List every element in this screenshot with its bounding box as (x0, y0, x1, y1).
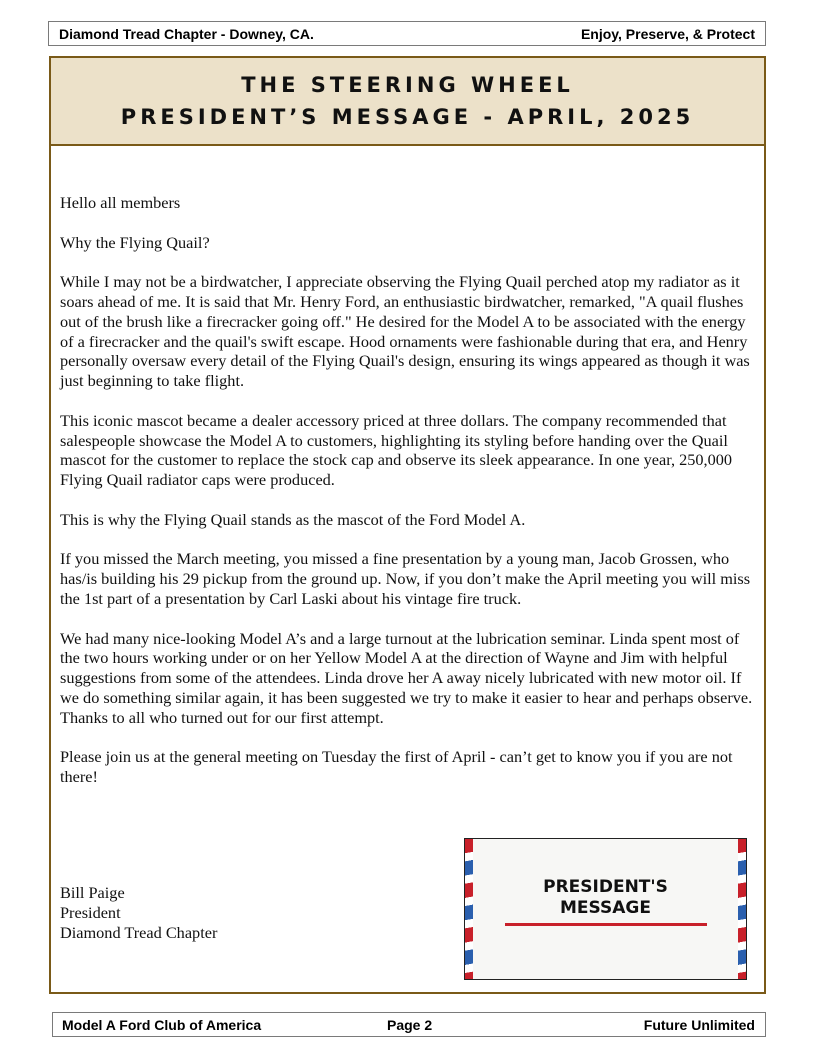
signature-title: President (60, 902, 121, 922)
envelope-title-line1: PRESIDENT'S (543, 877, 668, 897)
envelope-underline (505, 923, 707, 926)
header-chapter: Diamond Tread Chapter - Downey, CA. (59, 25, 314, 42)
message-title: PRESIDENT’S MESSAGE - APRIL, 2025 (120, 105, 695, 129)
paragraph-mascot: This is why the Flying Quail stands as the mascot of the Ford Model A. (60, 509, 526, 529)
footer-tagline: Future Unlimited (643, 1017, 755, 1033)
signature-org: Diamond Tread Chapter (60, 922, 218, 942)
presidents-message-envelope-image (464, 838, 747, 980)
page-header (48, 21, 766, 46)
paragraph-march-meeting: If you missed the March meeting, you missed a fine presentation by a young man, Jacob Grossen, who has/is building his 29 pickup from the ground up. Now, if you don’t make the April meeting you will miss the 1st part of a presentation by Carl Laski about his vintage fire truck. (60, 549, 751, 608)
title-banner (51, 58, 764, 146)
footer-club: Model A Ford Club of America (62, 1017, 262, 1033)
envelope-title-line2: MESSAGE (560, 898, 651, 918)
article-body (60, 193, 755, 807)
paragraph-dealer-accessory: This iconic mascot became a dealer accessory priced at three dollars. The company recommended that salespeople showcase the Model A to customers, highlighting its styling before handing over the Quail mascot for the customer to replace the stock cap and observe its sleek appearance. In one year, 250,000 Flying Quail radiator caps were produced. (60, 410, 733, 490)
page-footer (52, 1012, 766, 1037)
newsletter-title: THE STEERING WHEEL (241, 73, 574, 97)
paragraph-greeting: Hello all members (60, 193, 181, 212)
header-motto: Enjoy, Preserve, & Protect (580, 25, 755, 42)
article-frame (49, 56, 766, 994)
paragraph-invitation: Please join us at the general meeting on Tuesday the first of April - can’t get to know you if you are not there! (60, 747, 733, 787)
paragraph-question: Why the Flying Quail? (60, 232, 210, 252)
paragraph-lubrication-seminar: We had many nice-looking Model A’s and a large turnout at the lubrication seminar. Linda spent most of the two hours working under or on her Yellow Model A at the direction of Wayne and Jim with helpful suggestions from some of the attendees. Linda drove her A away nicely lubricated with new motor oil. If we do something similar again, it has been suggested we try to make it easier to hear and perhaps observe. Thanks to all who turned out for our first attempt. (60, 628, 753, 727)
paragraph-quail-history: While I may not be a birdwatcher, I appreciate observing the Flying Quail perched atop my radiator as it soars ahead of me. It is said that Mr. Henry Ford, an enthusiastic birdwatcher, remarked, "A quail flushes out of the brush like a firecracker going off." He desired for the Model A to be associated with the energy of a firecracker and the quail's swift escape. Hood ornaments were fashionable during that era, and Henry personally oversaw every detail of the Flying Quail's design, ensuring its wings appeared as though it was just beginning to take flight. (60, 272, 750, 391)
footer-page-number: Page 2 (387, 1017, 433, 1033)
signature-name: Bill Paige (60, 883, 125, 902)
envelope-title (465, 877, 746, 919)
signature-block (60, 883, 360, 942)
